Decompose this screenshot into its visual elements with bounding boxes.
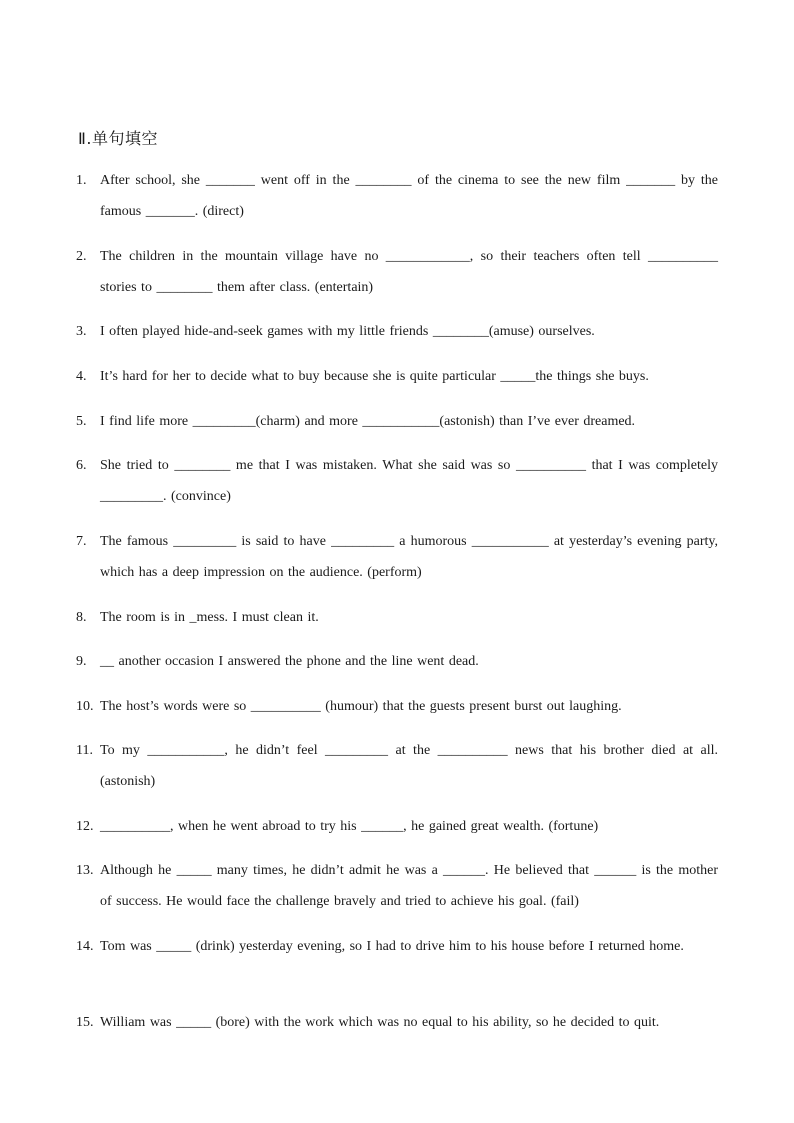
question-number: 3. xyxy=(76,324,87,339)
question-item xyxy=(76,1007,718,1038)
question-item xyxy=(76,811,718,842)
question-number: 15. xyxy=(76,1015,94,1030)
question-number: 14. xyxy=(76,939,94,954)
question-item xyxy=(76,361,718,392)
question-text: Tom was _____ (drink) yesterday evening, so I had to drive him to his house before I returned home. xyxy=(100,939,684,954)
question-item xyxy=(76,165,718,227)
question-number: 10. xyxy=(76,699,94,714)
question-number: 4. xyxy=(76,369,87,384)
question-text: Although he _____ many times, he didn’t admit he was a ______. He believed that ______ is the mother of success. He would face the challenge bravely and tried to achieve his goal. (fail) xyxy=(100,863,718,909)
question-number: 11. xyxy=(76,743,93,758)
question-text: __ another occasion I answered the phone and the line went dead. xyxy=(100,654,479,669)
question-item xyxy=(76,406,718,437)
question-number: 1. xyxy=(76,173,87,188)
question-number: 9. xyxy=(76,654,87,669)
question-item xyxy=(76,450,718,512)
question-text: I find life more _________(charm) and more ___________(astonish) than I’ve ever dreamed. xyxy=(100,414,636,429)
question-text: __________, when he went abroad to try his ______, he gained great wealth. (fortune) xyxy=(100,819,599,834)
question-number: 7. xyxy=(76,534,87,549)
question-number: 12. xyxy=(76,819,94,834)
question-text: To my ___________, he didn’t feel _________ at the __________ news that his brother died at all. (astonish) xyxy=(100,743,718,789)
question-item xyxy=(76,526,718,588)
question-item xyxy=(76,691,718,722)
question-number: 6. xyxy=(76,458,87,473)
question-item xyxy=(76,316,718,347)
question-number: 2. xyxy=(76,249,87,264)
question-text: After school, she _______ went off in the ________ of the cinema to see the new film _______ by the famous _______. (direct) xyxy=(100,173,718,219)
question-text: The host’s words were so __________ (humour) that the guests present burst out laughing. xyxy=(100,699,622,714)
question-text: The children in the mountain village have no ____________, so their teachers often tell __________ stories to ________ them after class. (entertain) xyxy=(100,249,718,295)
question-number: 8. xyxy=(76,610,87,625)
question-item xyxy=(76,735,718,797)
question-text: The famous _________ is said to have _________ a humorous ___________ at yesterday’s evening party, which has a deep impression on the audience. (perform) xyxy=(100,534,718,580)
question-item xyxy=(76,855,718,917)
question-text: It’s hard for her to decide what to buy because she is quite particular _____the things she buys. xyxy=(100,369,649,384)
question-number: 13. xyxy=(76,863,94,878)
question-item xyxy=(76,646,718,677)
question-item xyxy=(76,602,718,633)
question-number: 5. xyxy=(76,414,87,429)
section-title: Ⅱ.单句填空 xyxy=(78,129,158,148)
question-text: The room is in _mess. I must clean it. xyxy=(100,610,319,625)
question-item xyxy=(76,241,718,303)
question-text: I often played hide-and-seek games with my little friends ________(amuse) ourselves. xyxy=(100,324,595,339)
question-text: William was _____ (bore) with the work which was no equal to his ability, so he decided to quit. xyxy=(100,1015,660,1030)
question-text: She tried to ________ me that I was mistaken. What she said was so __________ that I was completely _________. (convince) xyxy=(100,458,718,504)
question-item xyxy=(76,931,718,962)
